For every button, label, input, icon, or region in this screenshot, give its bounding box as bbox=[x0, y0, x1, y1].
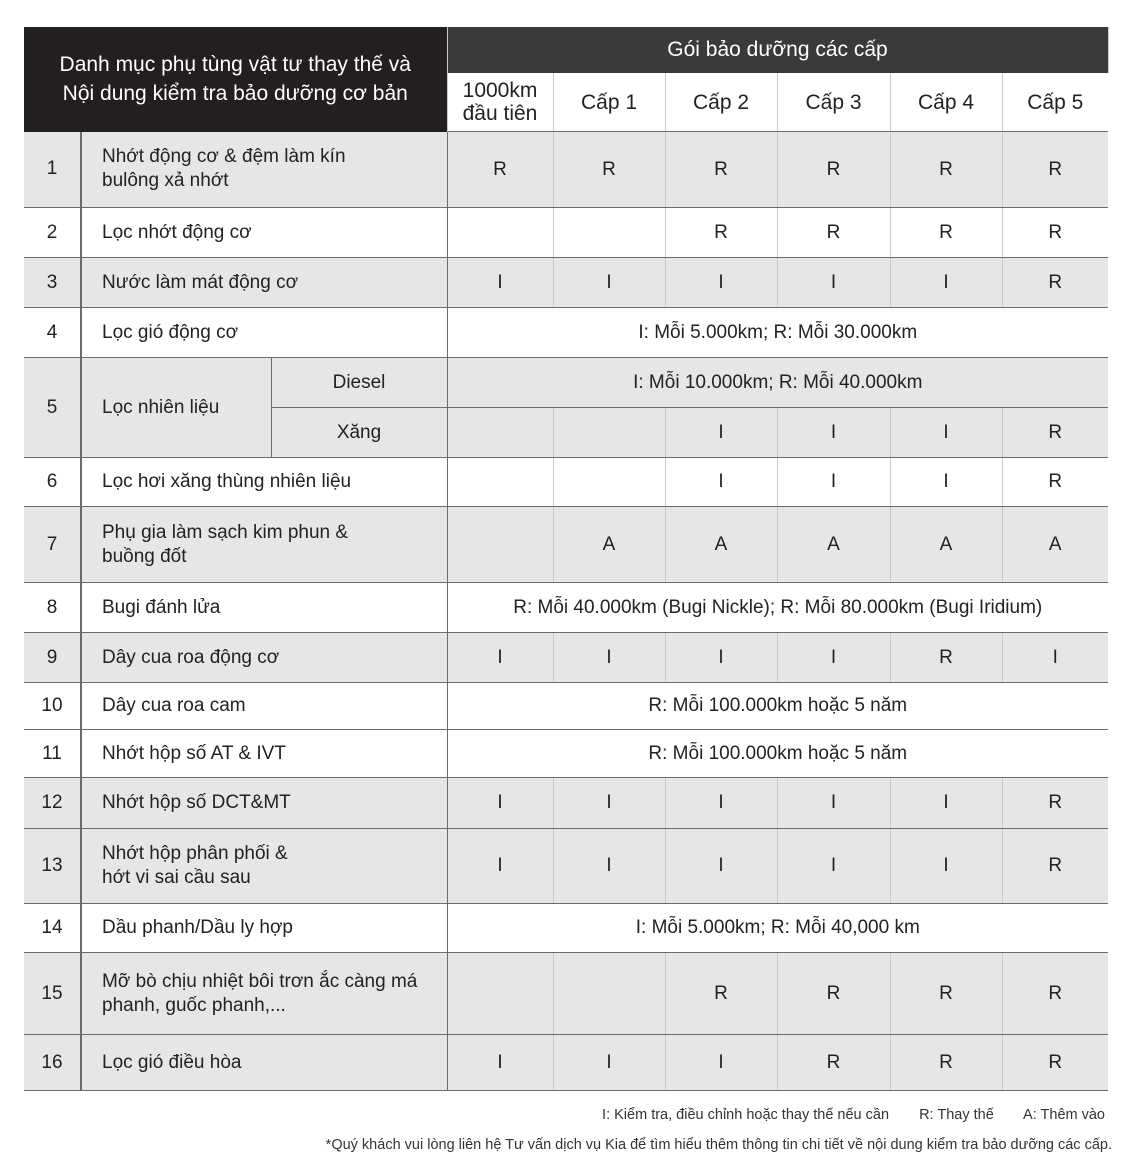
cell-value: I bbox=[890, 829, 1002, 904]
item-name bbox=[81, 683, 447, 730]
interval-span: R: Mỗi 100.000km hoặc 5 năm bbox=[447, 683, 1108, 730]
package-group-header: Gói bảo dưỡng các cấp bbox=[447, 27, 1108, 73]
cell-value: I bbox=[777, 408, 890, 458]
cell-value: I bbox=[665, 1035, 777, 1091]
cell-value: I bbox=[447, 1035, 553, 1091]
cell-value: I bbox=[890, 778, 1002, 829]
row-number: 2 bbox=[24, 208, 81, 258]
item-line: Nhớt động cơ & đệm làm kín bbox=[102, 146, 346, 168]
cell-value: A bbox=[1002, 507, 1108, 583]
cell-value bbox=[447, 953, 553, 1035]
item-name bbox=[81, 583, 447, 633]
item-line: Dây cua roa động cơ bbox=[102, 646, 280, 668]
legend-i-key: I: bbox=[602, 1107, 611, 1123]
cell-value: I bbox=[553, 778, 665, 829]
item-line: Lọc nhiên liệu bbox=[102, 396, 220, 418]
legend bbox=[602, 1107, 1105, 1123]
title-line: Danh mục phụ tùng vật tư thay thế và bbox=[59, 53, 411, 77]
cell-value: I bbox=[777, 633, 890, 683]
row-number: 4 bbox=[24, 308, 81, 358]
cell-value: R bbox=[1002, 408, 1108, 458]
item-line: Lọc nhớt động cơ bbox=[102, 221, 252, 243]
cell-value: R bbox=[1002, 132, 1108, 208]
legend-r-text: Thay thế bbox=[933, 1107, 994, 1123]
item-name bbox=[81, 458, 447, 507]
cell-value: R bbox=[890, 132, 1002, 208]
cell-value: R bbox=[553, 132, 665, 208]
cell-value bbox=[553, 458, 665, 507]
cell-value: A bbox=[890, 507, 1002, 583]
legend-i-text: Kiểm tra, điều chỉnh hoặc thay thế nếu cần bbox=[610, 1107, 890, 1123]
cell-value: R bbox=[447, 132, 553, 208]
cell-value: R bbox=[890, 953, 1002, 1035]
item-line: hớt vi sai cầu sau bbox=[102, 867, 251, 888]
row-number: 5 bbox=[24, 358, 81, 458]
cell-value: I bbox=[553, 258, 665, 308]
cell-value: I bbox=[553, 829, 665, 904]
cell-value: I bbox=[890, 258, 1002, 308]
table-row bbox=[24, 633, 1108, 683]
row-number: 7 bbox=[24, 507, 81, 583]
row-number: 1 bbox=[24, 132, 81, 208]
item-line: Lọc gió điều hòa bbox=[102, 1051, 242, 1073]
item-name bbox=[81, 953, 447, 1035]
cell-value: I bbox=[553, 1035, 665, 1091]
cell-value: R bbox=[665, 208, 777, 258]
cell-value bbox=[447, 408, 553, 458]
cell-value: I bbox=[890, 458, 1002, 507]
item-name bbox=[81, 132, 447, 208]
cell-value: R bbox=[1002, 208, 1108, 258]
row-number: 16 bbox=[24, 1035, 81, 1091]
row-number: 15 bbox=[24, 953, 81, 1035]
level-header-cap-5: Cấp 5 bbox=[1002, 73, 1108, 132]
table-row bbox=[24, 683, 1108, 730]
interval-span: R: Mỗi 40.000km (Bugi Nickle); R: Mỗi 80.000km (Bugi Iridium) bbox=[447, 583, 1108, 633]
table-row bbox=[24, 308, 1108, 358]
table-row bbox=[24, 208, 1108, 258]
row-number: 6 bbox=[24, 458, 81, 507]
table-row bbox=[24, 730, 1108, 778]
table-row bbox=[24, 778, 1108, 829]
cell-value: R bbox=[665, 953, 777, 1035]
row-number: 12 bbox=[24, 778, 81, 829]
cell-value: R bbox=[777, 1035, 890, 1091]
cell-value: R bbox=[777, 208, 890, 258]
item-line: buồng đốt bbox=[102, 545, 187, 567]
item-line: bulông xả nhớt bbox=[102, 170, 229, 192]
cell-value: I bbox=[447, 258, 553, 308]
item-name bbox=[81, 829, 447, 904]
item-line: Lọc gió động cơ bbox=[102, 321, 239, 343]
cell-value bbox=[447, 458, 553, 507]
cell-value: R bbox=[1002, 1035, 1108, 1091]
table-row bbox=[24, 258, 1108, 308]
cell-value bbox=[447, 208, 553, 258]
row-number: 10 bbox=[24, 683, 81, 730]
level-header-first-1000km bbox=[447, 73, 553, 132]
item-line: Lọc hơi xăng thùng nhiên liệu bbox=[102, 471, 352, 492]
row-number: 9 bbox=[24, 633, 81, 683]
item-line: Nhớt hộp số AT & IVT bbox=[102, 742, 286, 764]
item-name bbox=[81, 633, 447, 683]
legend-r-key: R: bbox=[919, 1107, 934, 1123]
cell-value: R bbox=[1002, 778, 1108, 829]
level-line: đầu tiên bbox=[462, 102, 538, 125]
cell-value bbox=[553, 408, 665, 458]
item-name bbox=[81, 507, 447, 583]
cell-value: I bbox=[665, 258, 777, 308]
table-row bbox=[24, 358, 1108, 408]
fuel-type-gasoline: Xăng bbox=[271, 408, 447, 458]
item-name bbox=[81, 904, 447, 953]
item-line: Bugi đánh lửa bbox=[102, 596, 221, 618]
cell-value bbox=[447, 507, 553, 583]
cell-value: I bbox=[665, 829, 777, 904]
cell-value: I bbox=[447, 829, 553, 904]
row-number: 8 bbox=[24, 583, 81, 633]
interval-span: I: Mỗi 5.000km; R: Mỗi 40,000 km bbox=[447, 904, 1108, 953]
table-row bbox=[24, 458, 1108, 507]
cell-value: R bbox=[890, 1035, 1002, 1091]
legend-a-key: A: bbox=[1023, 1107, 1037, 1123]
table-row bbox=[24, 132, 1108, 208]
table-title bbox=[24, 27, 447, 132]
item-line: phanh, guốc phanh,... bbox=[102, 994, 286, 1016]
cell-value bbox=[553, 953, 665, 1035]
cell-value: R bbox=[1002, 953, 1108, 1035]
cell-value: I bbox=[777, 458, 890, 507]
level-header-cap-2: Cấp 2 bbox=[665, 73, 777, 132]
maintenance-schedule-table bbox=[24, 27, 1109, 1091]
cell-value: R bbox=[777, 953, 890, 1035]
cell-value: I bbox=[665, 408, 777, 458]
cell-value: I bbox=[447, 778, 553, 829]
cell-value: I bbox=[777, 258, 890, 308]
title-line: Nội dung kiểm tra bảo dưỡng cơ bản bbox=[62, 82, 408, 106]
item-name bbox=[81, 1035, 447, 1091]
row-number: 14 bbox=[24, 904, 81, 953]
row-number: 13 bbox=[24, 829, 81, 904]
row-number: 3 bbox=[24, 258, 81, 308]
table-row bbox=[24, 583, 1108, 633]
cell-value: I bbox=[447, 633, 553, 683]
legend-a-text: Thêm vào bbox=[1036, 1107, 1105, 1123]
cell-value: I bbox=[1002, 633, 1108, 683]
item-line: Dầu phanh/Dầu ly hợp bbox=[102, 917, 293, 938]
cell-value: I bbox=[665, 458, 777, 507]
item-name bbox=[81, 730, 447, 778]
cell-value: R bbox=[1002, 829, 1108, 904]
item-line: Dây cua roa cam bbox=[102, 695, 246, 716]
level-header-cap-1: Cấp 1 bbox=[553, 73, 665, 132]
cell-value: I bbox=[777, 778, 890, 829]
cell-value: A bbox=[777, 507, 890, 583]
cell-value: R bbox=[777, 132, 890, 208]
cell-value: R bbox=[665, 132, 777, 208]
row-number: 11 bbox=[24, 730, 81, 778]
cell-value: R bbox=[1002, 258, 1108, 308]
item-line: Nhớt hộp phân phối & bbox=[102, 843, 288, 864]
cell-value: I bbox=[777, 829, 890, 904]
level-line: 1000km bbox=[462, 79, 538, 102]
item-name bbox=[81, 258, 447, 308]
cell-value: I bbox=[553, 633, 665, 683]
interval-span: R: Mỗi 100.000km hoặc 5 năm bbox=[447, 730, 1108, 778]
interval-span: I: Mỗi 10.000km; R: Mỗi 40.000km bbox=[447, 358, 1108, 408]
table-row bbox=[24, 829, 1108, 904]
level-header-cap-4: Cấp 4 bbox=[890, 73, 1002, 132]
cell-value: A bbox=[665, 507, 777, 583]
item-name bbox=[81, 358, 271, 458]
item-name bbox=[81, 778, 447, 829]
cell-value: R bbox=[890, 208, 1002, 258]
cell-value: R bbox=[890, 633, 1002, 683]
cell-value bbox=[553, 208, 665, 258]
item-line: Mỡ bò chịu nhiệt bôi trơn ắc càng má bbox=[102, 970, 418, 992]
table-row bbox=[24, 1035, 1108, 1091]
item-name bbox=[81, 208, 447, 258]
footnote: *Quý khách vui lòng liên hệ Tư vấn dịch vụ Kia để tìm hiểu thêm thông tin chi tiết về nội dung kiểm tra bảo dưỡng các cấp. bbox=[325, 1137, 1112, 1153]
item-line: Nhớt hộp số DCT&MT bbox=[102, 792, 291, 813]
interval-span: I: Mỗi 5.000km; R: Mỗi 30.000km bbox=[447, 308, 1108, 358]
table-row bbox=[24, 507, 1108, 583]
fuel-type-diesel: Diesel bbox=[271, 358, 447, 408]
cell-value: I bbox=[890, 408, 1002, 458]
cell-value: I bbox=[665, 778, 777, 829]
cell-value: A bbox=[553, 507, 665, 583]
item-line: Nước làm mát động cơ bbox=[102, 271, 299, 293]
cell-value: I bbox=[665, 633, 777, 683]
table-row bbox=[24, 904, 1108, 953]
cell-value: R bbox=[1002, 458, 1108, 507]
level-header-cap-3: Cấp 3 bbox=[777, 73, 890, 132]
table-row bbox=[24, 953, 1108, 1035]
item-name bbox=[81, 308, 447, 358]
item-line: Phụ gia làm sạch kim phun & bbox=[102, 521, 349, 543]
